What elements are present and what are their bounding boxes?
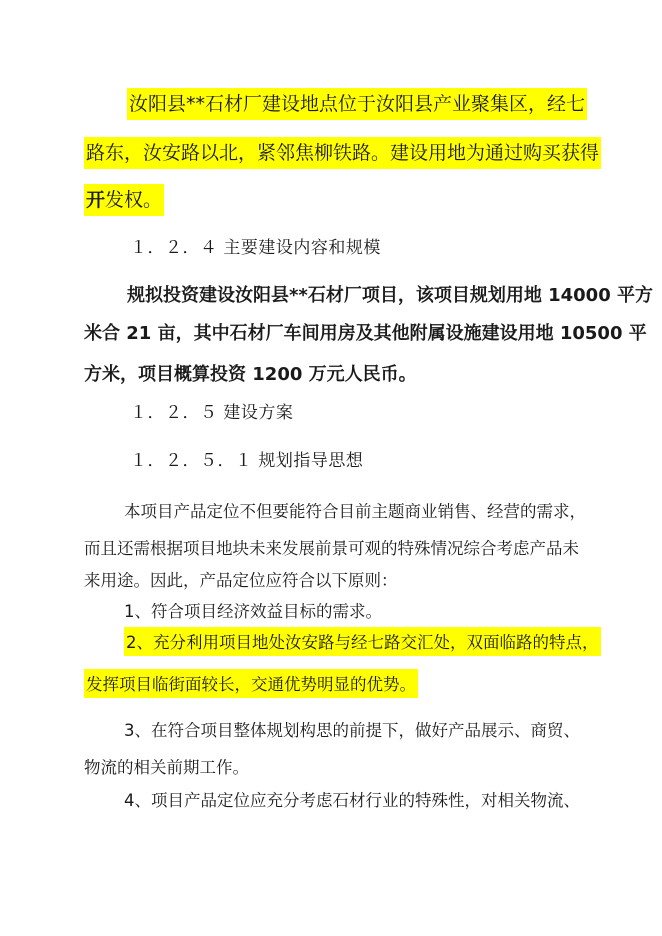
para1-line3: [84, 191, 164, 210]
para3-line3: 来用途。因此，产品定位应符合以下原则：: [84, 571, 398, 590]
para1-line2: 路东，汝安路以北，紧邻焦柳铁路。建设用地为通过购买获得: [84, 144, 601, 163]
para3-line2: 而且还需根据项目地块未来发展前景可观的特殊情况综合考虑产品未: [84, 539, 579, 558]
list-item-3-line2: 物流的相关前期工作。: [84, 758, 249, 777]
section-heading-1-2-5: １．２．５ 建设方案: [130, 403, 294, 423]
para3-line1: 本项目产品定位不但要能符合目前主题商业销售、经营的需求，: [124, 502, 586, 521]
list-item-2-line1: 2、充分利用项目地处汝安路与经七路交汇处，双面临路的特点，: [124, 635, 601, 652]
para2-line3: 方米，项目概算投资 1200 万元人民币。: [84, 364, 417, 385]
section-heading-1-2-4: １．２．４ 主要建设内容和规模: [130, 238, 381, 258]
para1-line3-rest: 发权。: [105, 189, 163, 211]
para1-bold-char: 开: [86, 189, 106, 211]
list-item-3-line1: 3、在符合项目整体规划构思的前提下，做好产品展示、商贸、: [124, 721, 580, 740]
list-item-2-line2: 发挥项目临街面较长，交通优势明显的优势。: [84, 677, 418, 694]
para1-line1: 汝阳县**石材厂建设地点位于汝阳县产业聚集区，经七: [127, 95, 587, 114]
para2-line2: 米合 21 亩，其中石材厂车间用房及其他附属设施建设用地 10500 平: [84, 323, 647, 344]
section-heading-1-2-5-1: １．２．５．１ 规划指导思想: [130, 451, 364, 471]
list-item-1: 1、符合项目经济效益目标的需求。: [124, 602, 382, 621]
para2-line1: 规拟投资建设汝阳县**石材厂项目，该项目规划用地 14000 平方: [127, 285, 653, 306]
list-item-4-line1: 4、项目产品定位应充分考虑石材行业的特殊性，对相关物流、: [124, 791, 580, 810]
